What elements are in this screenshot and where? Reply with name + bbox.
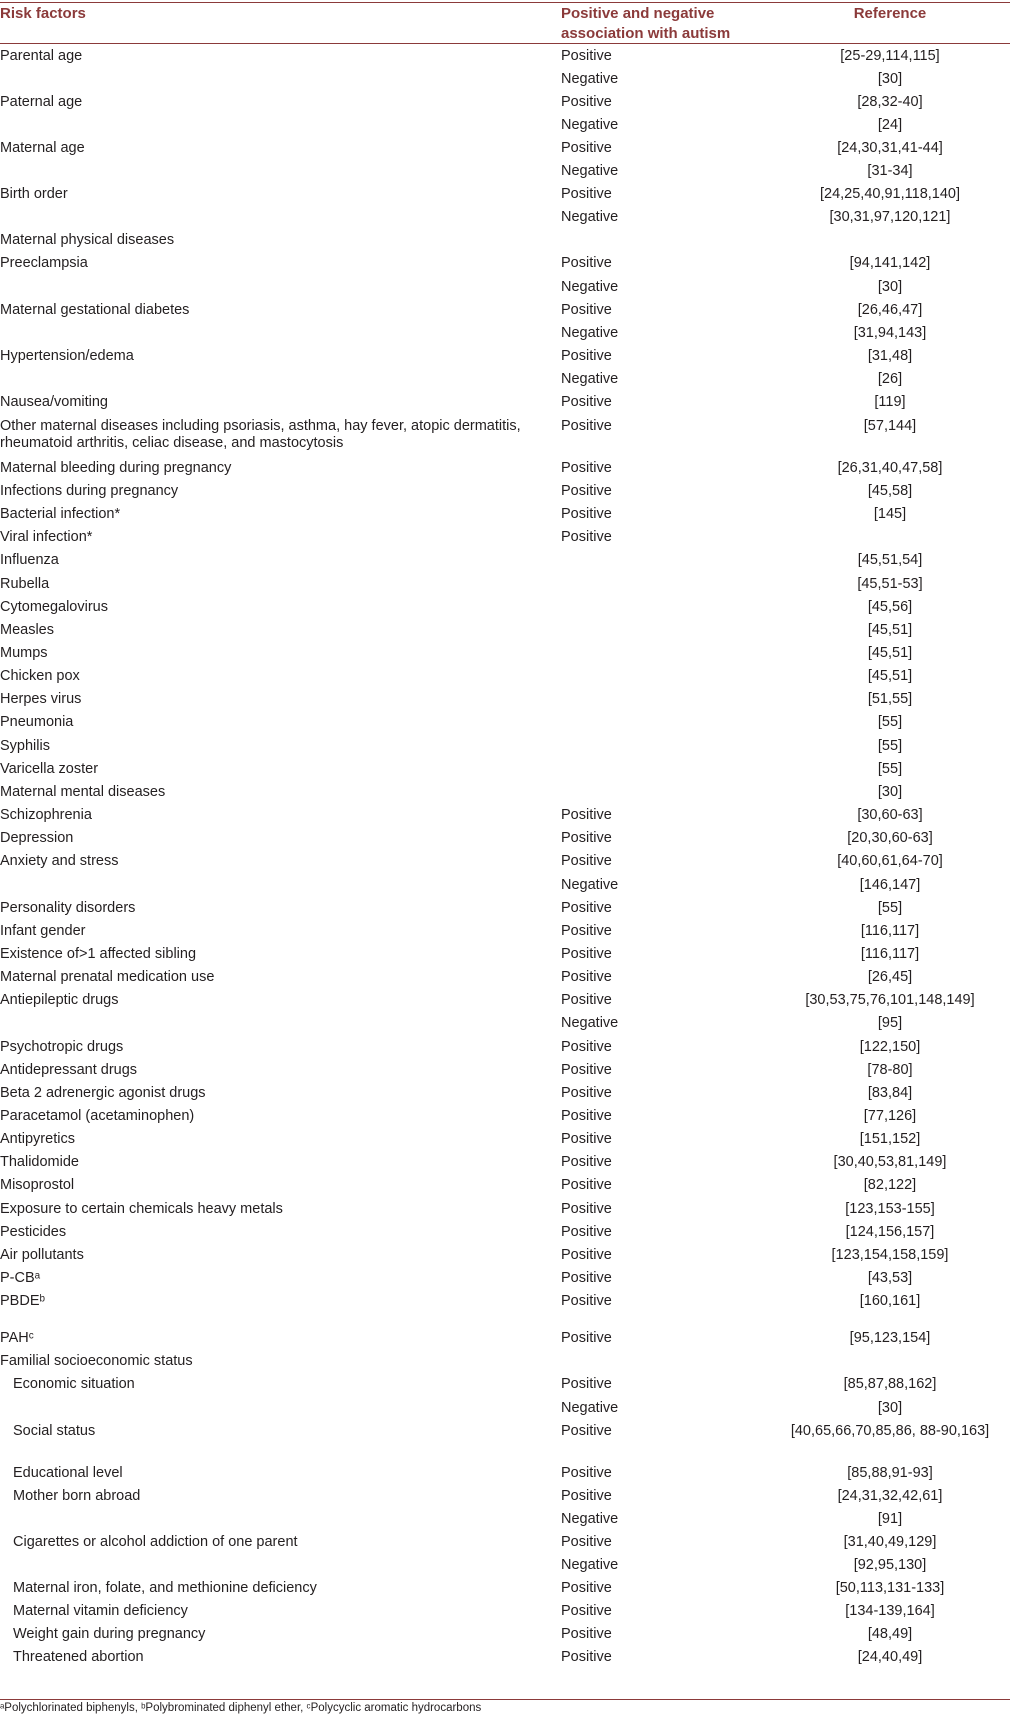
header-rule: [0, 43, 1010, 44]
risk-factor-cell: Anxiety and stress: [0, 853, 119, 869]
reference-cell: [83,84]: [867, 1085, 913, 1101]
association-cell: Negative: [561, 279, 619, 295]
association-cell: Positive: [561, 1085, 612, 1101]
association-cell: Positive: [561, 1376, 612, 1392]
reference-cell: [30]: [877, 784, 903, 800]
reference-cell: [146,147]: [859, 877, 921, 893]
association-cell: Positive: [561, 483, 612, 499]
risk-factor-cell: Maternal vitamin deficiency: [13, 1603, 188, 1619]
reference-cell: [160,161]: [859, 1293, 921, 1309]
reference-cell: [31,40,49,129]: [843, 1534, 937, 1550]
association-cell: Positive: [561, 348, 612, 364]
association-cell: Positive: [561, 923, 612, 939]
risk-factor-cell: Social status: [13, 1423, 96, 1439]
reference-cell: [40,60,61,64-70]: [837, 853, 943, 869]
reference-cell: [95,123,154]: [849, 1330, 931, 1346]
column-header-reference: Reference: [853, 5, 927, 22]
association-cell: Positive: [561, 1626, 612, 1642]
association-cell: Positive: [561, 1649, 612, 1665]
reference-cell: [45,58]: [867, 483, 913, 499]
risk-factor-cell: Chicken pox: [0, 668, 80, 684]
association-cell: Negative: [561, 1511, 619, 1527]
table-footnote: ᵃPolychlorinated biphenyls, ᵇPolybrominated diphenyl ether, ᶜPolycyclic aromatic hydrocarbons: [0, 1702, 482, 1714]
risk-factor-cell: Economic situation: [13, 1376, 135, 1392]
association-cell: Positive: [561, 1330, 612, 1346]
association-cell: Positive: [561, 48, 612, 64]
reference-cell: [20,30,60-63]: [847, 830, 933, 846]
risk-factor-cell: Birth order: [0, 186, 68, 202]
reference-cell: [45,56]: [867, 599, 913, 615]
reference-cell: [30]: [877, 1400, 903, 1416]
reference-cell: [116,117]: [860, 946, 920, 962]
association-cell: Negative: [561, 1557, 619, 1573]
association-cell: Positive: [561, 1039, 612, 1055]
reference-cell: [55]: [877, 761, 903, 777]
association-cell: Positive: [561, 302, 612, 318]
risk-factor-cell: Antipyretics: [0, 1131, 75, 1147]
association-cell: Positive: [561, 394, 612, 410]
reference-cell: [25-29,114,115]: [840, 48, 940, 64]
risk-factor-cell: Educational level: [13, 1465, 123, 1481]
association-cell: Positive: [561, 186, 612, 202]
reference-cell: [45,51-53]: [857, 576, 923, 592]
risk-factor-cell: Paternal age: [0, 94, 83, 110]
association-cell: Positive: [561, 900, 612, 916]
risk-factor-cell: Herpes virus: [0, 691, 82, 707]
risk-factor-cell: Existence of>1 affected sibling: [0, 946, 197, 962]
reference-cell: [24,31,32,42,61]: [837, 1488, 943, 1504]
risk-factor-cell: Infections during pregnancy: [0, 483, 179, 499]
reference-cell: [48,49]: [867, 1626, 913, 1642]
reference-cell: [92,95,130]: [853, 1557, 927, 1573]
column-header-risk-factors: Risk factors: [0, 5, 86, 22]
association-cell: Positive: [561, 807, 612, 823]
association-cell: Negative: [561, 1015, 619, 1031]
reference-cell: [24,40,49]: [857, 1649, 923, 1665]
reference-cell: [45,51]: [867, 645, 913, 661]
association-cell: Positive: [561, 1201, 612, 1217]
risk-factor-cell: Beta 2 adrenergic agonist drugs: [0, 1085, 206, 1101]
reference-cell: [119]: [874, 394, 906, 410]
risk-factor-cell: Viral infection*: [0, 529, 93, 545]
association-cell: Positive: [561, 418, 612, 434]
association-cell: Negative: [561, 325, 619, 341]
risk-factor-cell: Nausea/vomiting: [0, 394, 108, 410]
association-cell: Positive: [561, 255, 612, 271]
risk-factor-cell: Paracetamol (acetaminophen): [0, 1108, 195, 1124]
association-cell: Negative: [561, 117, 619, 133]
association-cell: Positive: [561, 830, 612, 846]
reference-cell: [45,51,54]: [857, 552, 923, 568]
reference-cell: [123,154,158,159]: [831, 1247, 949, 1263]
association-cell: Positive: [561, 94, 612, 110]
reference-cell: [145]: [873, 506, 907, 522]
reference-cell: [24,25,40,91,118,140]: [819, 186, 961, 202]
association-cell: Negative: [561, 209, 619, 225]
association-cell: Positive: [561, 969, 612, 985]
risk-factor-cell: Maternal bleeding during pregnancy: [0, 460, 232, 476]
reference-cell: [40,65,66,70,85,86, 88-90,163]: [790, 1423, 990, 1439]
risk-factor-cell: Exposure to certain chemicals heavy metals: [0, 1201, 283, 1217]
reference-cell: [26,31,40,47,58]: [837, 460, 943, 476]
risk-factor-cell: Cytomegalovirus: [0, 599, 108, 615]
reference-cell: [134-139,164]: [845, 1603, 935, 1619]
reference-cell: [55]: [877, 714, 903, 730]
reference-cell: [45,51]: [867, 668, 913, 684]
risk-factor-cell: Syphilis: [0, 738, 50, 754]
reference-cell: [26,46,47]: [857, 302, 923, 318]
reference-cell: [30,31,97,120,121]: [829, 209, 951, 225]
risk-factor-cell: Pesticides: [0, 1224, 67, 1240]
association-cell: Positive: [561, 1224, 612, 1240]
association-cell: Positive: [561, 992, 612, 1008]
risk-factor-cell: Psychotropic drugs: [0, 1039, 124, 1055]
reference-cell: [43,53]: [867, 1270, 913, 1286]
risk-factor-cell: Personality disorders: [0, 900, 136, 916]
reference-cell: [123,153-155]: [845, 1201, 935, 1217]
association-cell: Negative: [561, 1400, 619, 1416]
reference-cell: [51,55]: [867, 691, 913, 707]
association-cell: Positive: [561, 946, 612, 962]
risk-factor-cell: Preeclampsia: [0, 255, 88, 271]
association-cell: Negative: [561, 71, 619, 87]
reference-cell: [50,113,131-133]: [835, 1580, 945, 1596]
association-cell: Positive: [561, 140, 612, 156]
reference-cell: [30]: [877, 71, 903, 87]
risk-factor-cell: Air pollutants: [0, 1247, 84, 1263]
reference-cell: [31,48]: [867, 348, 913, 364]
risk-factor-cell: Antiepileptic drugs: [0, 992, 119, 1008]
risk-factor-cell: Depression: [0, 830, 74, 846]
reference-cell: [95]: [877, 1015, 903, 1031]
association-cell: Negative: [561, 163, 619, 179]
reference-cell: [82,122]: [863, 1177, 917, 1193]
reference-cell: [24]: [877, 117, 903, 133]
table-top-rule: [0, 2, 1010, 3]
association-cell: Positive: [561, 853, 612, 869]
risk-factor-cell: Weight gain during pregnancy: [13, 1626, 206, 1642]
reference-cell: [122,150]: [859, 1039, 921, 1055]
reference-cell: [151,152]: [859, 1131, 921, 1147]
risk-factor-cell: Influenza: [0, 552, 59, 568]
risk-factor-cell: Infant gender: [0, 923, 86, 939]
risk-factor-cell: Maternal iron, folate, and methionine deficiency: [13, 1580, 317, 1596]
reference-cell: [24,30,31,41-44]: [837, 140, 943, 156]
reference-cell: [30,53,75,76,101,148,149]: [805, 992, 975, 1008]
association-cell: Positive: [561, 1270, 612, 1286]
reference-cell: [45,51]: [867, 622, 913, 638]
association-cell: Positive: [561, 1062, 612, 1078]
risk-factor-cell: Hypertension/edema: [0, 348, 134, 364]
reference-cell: [31,94,143]: [853, 325, 927, 341]
risk-factor-cell: Varicella zoster: [0, 761, 99, 777]
reference-cell: [26]: [877, 371, 903, 387]
association-cell: Negative: [561, 877, 619, 893]
association-cell: Positive: [561, 1603, 612, 1619]
reference-cell: [55]: [877, 900, 903, 916]
table-bottom-rule: [0, 1699, 1010, 1700]
association-cell: Positive: [561, 1131, 612, 1147]
reference-cell: [26,45]: [867, 969, 913, 985]
risk-factor-cell: PBDEᵇ: [0, 1293, 45, 1309]
association-cell: Positive: [561, 1293, 612, 1309]
reference-cell: [85,88,91-93]: [847, 1465, 933, 1481]
risk-factor-cell: Familial socioeconomic status: [0, 1353, 193, 1369]
risk-factor-cell: Rubella: [0, 576, 50, 592]
association-cell: Positive: [561, 1423, 612, 1439]
association-cell: Positive: [561, 529, 612, 545]
reference-cell: [116,117]: [860, 923, 920, 939]
association-cell: Positive: [561, 1488, 612, 1504]
association-cell: Positive: [561, 1177, 612, 1193]
risk-factor-cell: Bacterial infection*: [0, 506, 121, 522]
risk-factor-cell: Misoprostol: [0, 1177, 75, 1193]
reference-cell: [30]: [877, 279, 903, 295]
risk-factor-cell: Schizophrenia: [0, 807, 92, 823]
association-cell: Positive: [561, 1534, 612, 1550]
association-cell: Positive: [561, 460, 612, 476]
risk-factor-cell: Maternal mental diseases: [0, 784, 166, 800]
reference-cell: [124,156,157]: [845, 1224, 935, 1240]
risk-factor-cell: Antidepressant drugs: [0, 1062, 138, 1078]
reference-cell: [77,126]: [863, 1108, 917, 1124]
reference-cell: [85,87,88,162]: [843, 1376, 937, 1392]
risk-factor-cell: P-CBᵃ: [0, 1270, 41, 1286]
risk-factor-cell: Cigarettes or alcohol addiction of one parent: [13, 1534, 298, 1550]
risk-factor-cell: Maternal gestational diabetes: [0, 302, 190, 318]
risk-factor-cell: Mother born abroad: [13, 1488, 141, 1504]
reference-cell: [57,144]: [863, 418, 917, 434]
reference-cell: [94,141,142]: [849, 255, 931, 271]
association-cell: Positive: [561, 1465, 612, 1481]
reference-cell: [91]: [877, 1511, 903, 1527]
association-cell: Positive: [561, 1108, 612, 1124]
reference-cell: [30,40,53,81,149]: [833, 1154, 947, 1170]
association-cell: Negative: [561, 371, 619, 387]
risk-factor-cell: PAHᶜ: [0, 1330, 34, 1346]
risk-factor-cell: Other maternal diseases including psoriasis, asthma, hay fever, atopic dermatitis, rheumatoid arthritis, celiac disease, and mastocytosis: [0, 418, 521, 451]
association-cell: Positive: [561, 1154, 612, 1170]
reference-cell: [78-80]: [867, 1062, 913, 1078]
risk-factor-cell: Measles: [0, 622, 54, 638]
risk-factor-cell: Threatened abortion: [13, 1649, 144, 1665]
reference-cell: [30,60-63]: [857, 807, 923, 823]
risk-factor-cell: Thalidomide: [0, 1154, 79, 1170]
column-header-association: Positive and negative association with autism: [561, 5, 731, 42]
risk-factor-cell: Maternal age: [0, 140, 85, 156]
risk-factor-cell: Maternal prenatal medication use: [0, 969, 215, 985]
risk-factor-cell: Mumps: [0, 645, 48, 661]
risk-factor-cell: Pneumonia: [0, 714, 74, 730]
reference-cell: [31-34]: [867, 163, 913, 179]
association-cell: Positive: [561, 1247, 612, 1263]
risk-factor-cell: Parental age: [0, 48, 83, 64]
risk-factor-cell: Maternal physical diseases: [0, 232, 175, 248]
reference-cell: [28,32-40]: [857, 94, 923, 110]
association-cell: Positive: [561, 1580, 612, 1596]
association-cell: Positive: [561, 506, 612, 522]
reference-cell: [55]: [877, 738, 903, 754]
